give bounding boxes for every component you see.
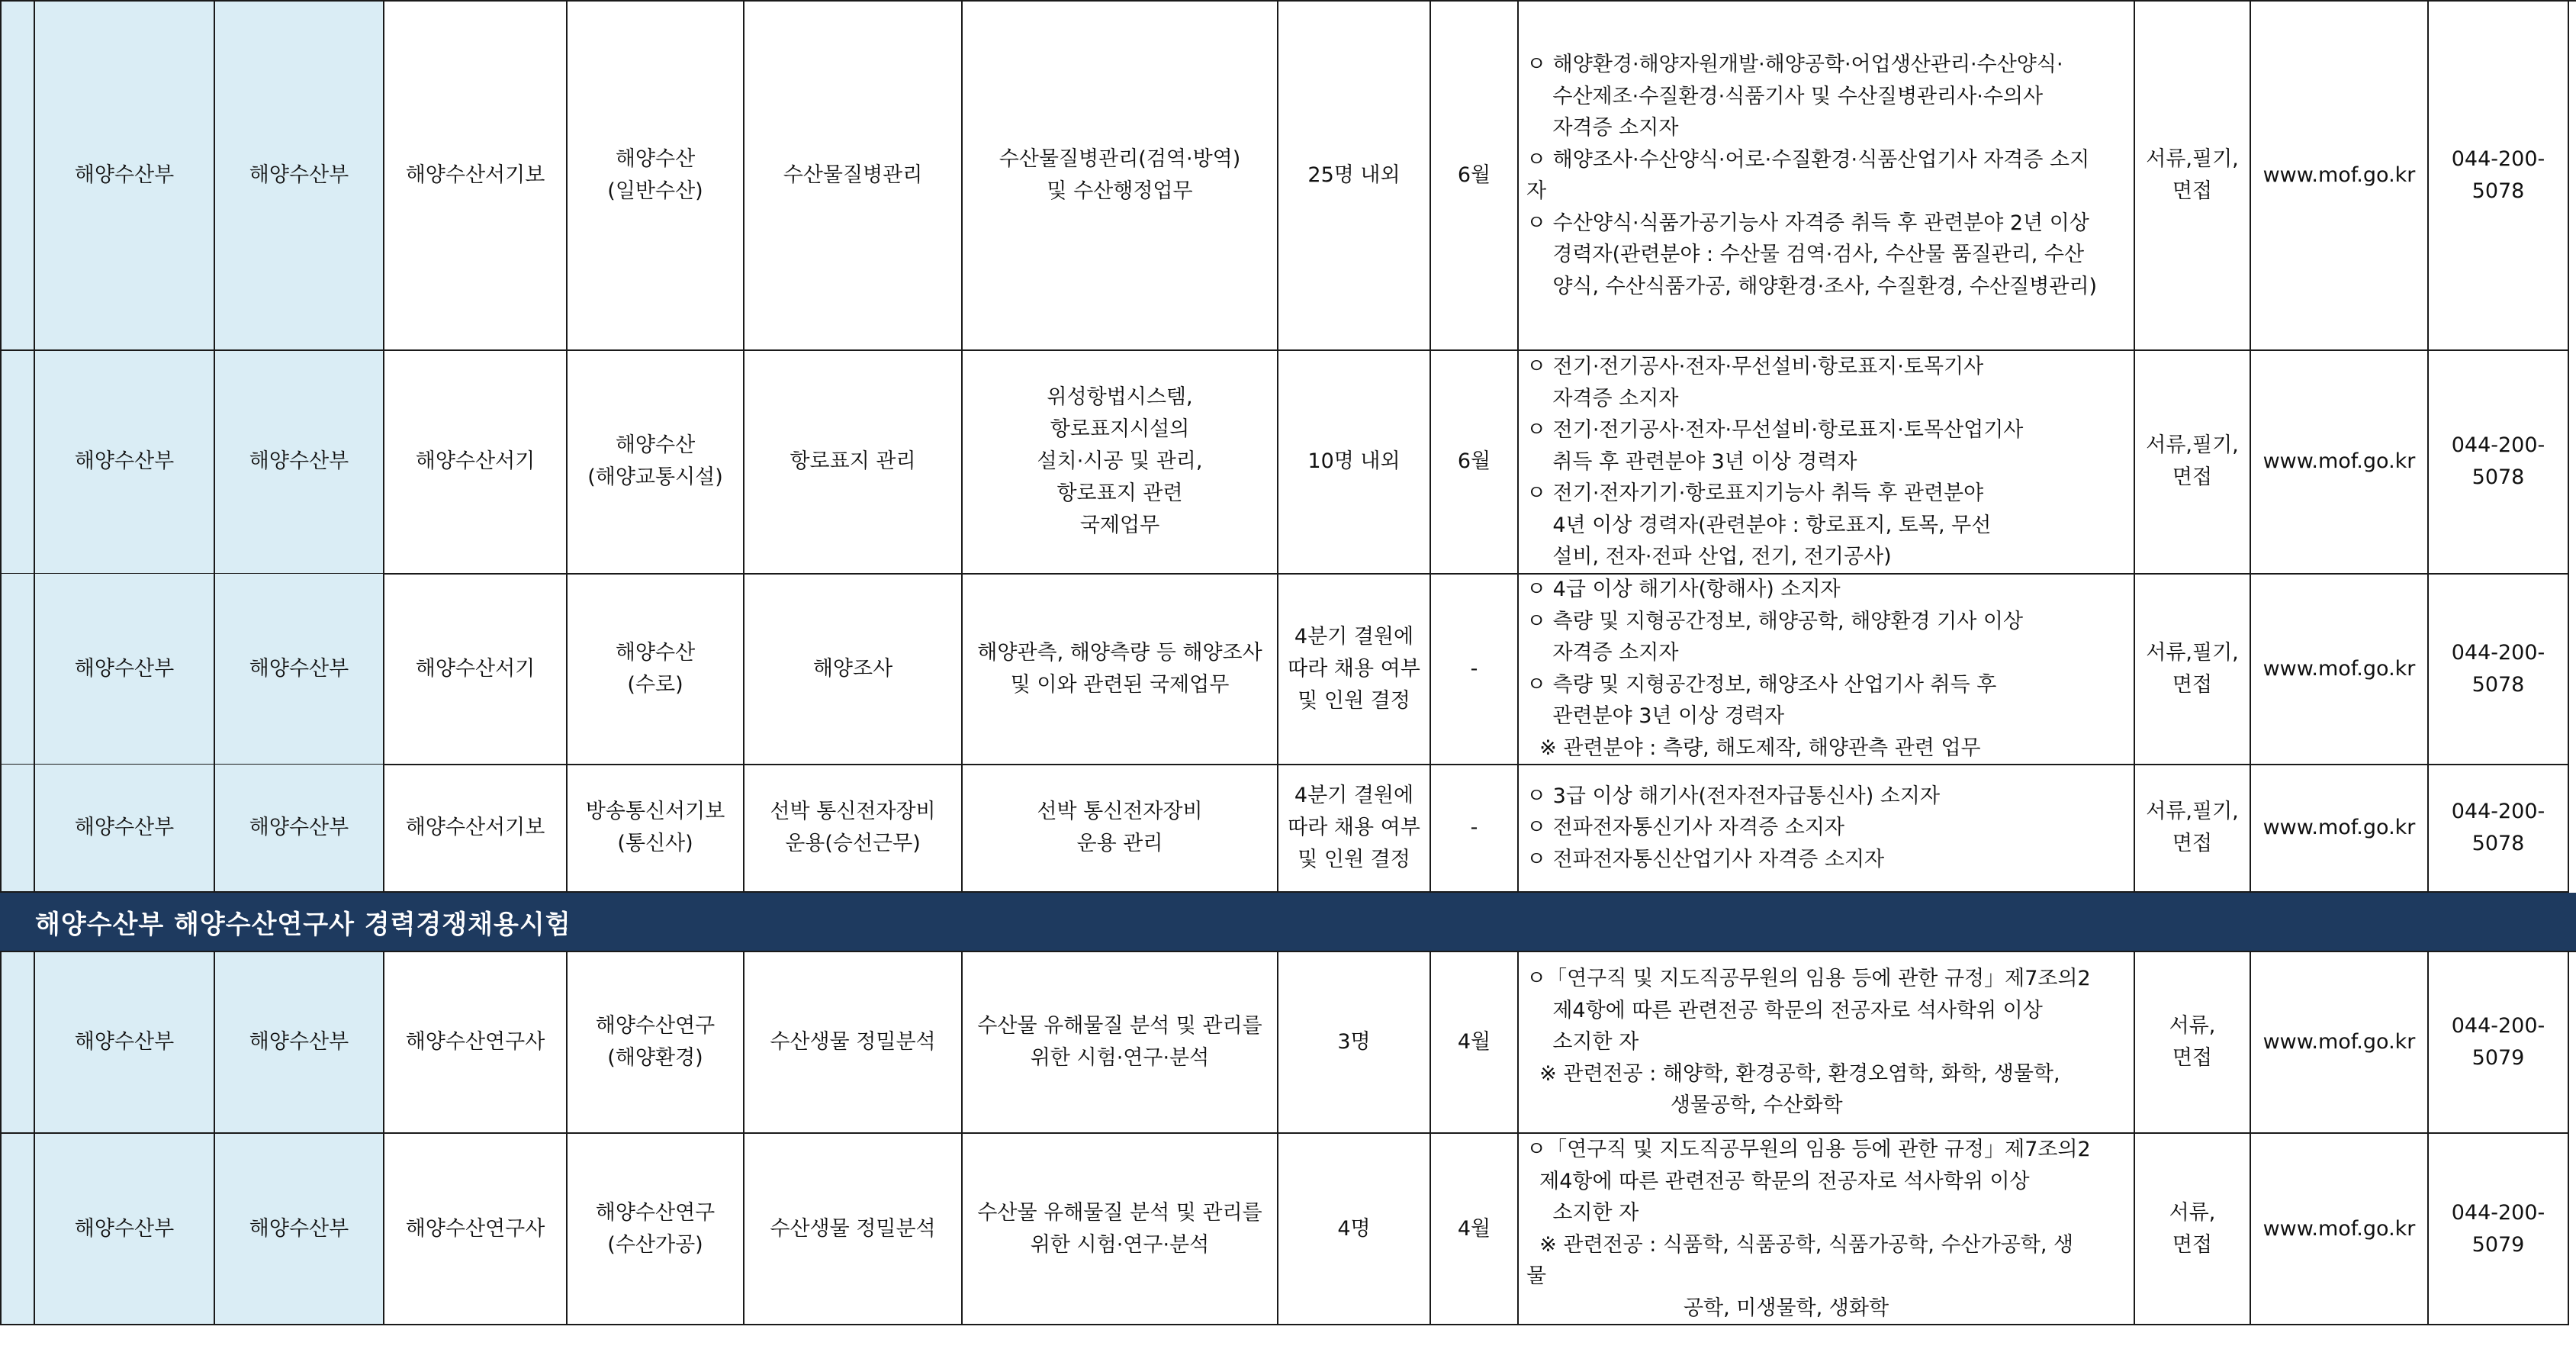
field-cell xyxy=(744,351,963,575)
duty-line: 국제업무 xyxy=(1079,514,1160,538)
job-series-cell xyxy=(568,765,744,893)
phone-cell: 044-200-5079 xyxy=(2429,1134,2569,1325)
duty-line: 운용 관리 xyxy=(1076,832,1163,855)
requirement-line: ㅇ 측량 및 지형공간정보, 해양공학, 해양환경 기사 이상 xyxy=(1526,609,2024,633)
row-stub xyxy=(3,1134,35,1325)
row-stub xyxy=(3,765,35,893)
phone-cell: 044-200-5079 xyxy=(2429,952,2569,1134)
ministry-cell: 해양수산부 xyxy=(35,1134,215,1325)
requirement-line: 설비, 전자·전파 산업, 전기, 전기공사) xyxy=(1526,545,1892,568)
method-cell xyxy=(2135,351,2251,575)
table-row xyxy=(0,765,2576,893)
requirement-line: ※ 관련전공 : 식품학, 식품공학, 식품가공학, 수산가공학, 생 xyxy=(1526,1232,2074,1257)
requirement-line: ㅇ 해양환경·해양자원개발·해양공학·어업생산관리·수산양식· xyxy=(1526,53,2063,76)
ministry-cell: 해양수산부 xyxy=(35,952,215,1134)
method-cell xyxy=(2135,574,2251,765)
requirement-line: 소지한 자 xyxy=(1526,1030,1639,1054)
field-line: 수산생물 정밀분석 xyxy=(770,1216,936,1241)
month-cell: 4월 xyxy=(1431,952,1519,1134)
duty-line: 위한 시험·연구·분석 xyxy=(1030,1046,1210,1070)
requirement-line: ㅇ 전파전자통신산업기사 자격증 소지자 xyxy=(1526,847,1885,871)
requirement-line: 4년 이상 경력자(관련분야 : 항로표지, 토목, 무선 xyxy=(1526,513,1992,537)
field-line: 수산생물 정밀분석 xyxy=(770,1030,936,1054)
requirement-line: 양식, 수산식품가공, 해양환경·조사, 수질환경, 수산질병관리) xyxy=(1526,274,2098,298)
requirement-line: ㅇ 4급 이상 해기사(항해사) 소지자 xyxy=(1526,578,1841,601)
job-series-cell xyxy=(568,351,744,575)
field-cell xyxy=(744,952,963,1134)
requirement-line: 자격증 소지자 xyxy=(1526,386,1679,410)
job-series-cell xyxy=(568,1134,744,1325)
method-line: 면접 xyxy=(2172,1046,2213,1070)
duty-cell xyxy=(963,351,1278,575)
method-line: 면접 xyxy=(2172,1232,2213,1257)
row-stub xyxy=(3,2,35,351)
method-line: 면접 xyxy=(2172,465,2213,490)
requirement-line: 취득 후 관련분야 3년 이상 경력자 xyxy=(1526,449,1857,474)
method-line: 서류,필기, xyxy=(2146,640,2239,665)
headcount-line: 4명 xyxy=(1337,1216,1371,1241)
field-line: 운용(승선근무) xyxy=(785,832,921,855)
row-stub xyxy=(3,574,35,765)
field-cell xyxy=(744,765,963,893)
headcount-cell xyxy=(1278,1134,1431,1325)
duty-line: 선박 통신전자장비 xyxy=(1037,800,1203,823)
requirement-line: 소지한 자 xyxy=(1526,1201,1639,1225)
job-series-cell xyxy=(568,2,744,351)
requirement-line: 경력자(관련분야 : 수산물 검역·검사, 수산물 품질관리, 수산 xyxy=(1526,243,2085,266)
website-cell: www.mof.go.kr xyxy=(2251,952,2429,1134)
duty-cell xyxy=(963,574,1278,765)
duty-line: 및 이와 관련된 국제업무 xyxy=(1010,672,1230,697)
requirement-line: 수산제조·수질환경·식품기사 및 수산질병관리사·수의사 xyxy=(1526,84,2044,108)
requirement-cell xyxy=(1519,2,2135,351)
month-cell: - xyxy=(1431,574,1519,765)
requirement-line: ㅇ「연구직 및 지도직공무원의 임용 등에 관한 규정」제7조의2 xyxy=(1526,1138,2091,1161)
requirement-line: ㅇ 전기·전기공사·전자·무선설비·항로표지·토목산업기사 xyxy=(1526,418,2024,442)
duty-line: 위성항법시스템, xyxy=(1047,385,1193,410)
job-series-line: 방송통신서기보 xyxy=(585,800,725,823)
agency-cell: 해양수산부 xyxy=(215,574,384,765)
agency-cell: 해양수산부 xyxy=(215,765,384,893)
agency-cell: 해양수산부 xyxy=(215,952,384,1134)
duty-line: 항로표지 관련 xyxy=(1056,481,1183,506)
row-stub xyxy=(3,952,35,1134)
rank-cell: 해양수산서기 xyxy=(384,574,568,765)
headcount-line: 25명 내외 xyxy=(1307,163,1401,187)
requirement-line: ㅇ「연구직 및 지도직공무원의 임용 등에 관한 규정」제7조의2 xyxy=(1526,967,2091,991)
duty-line: 수산물 유해물질 분석 및 관리를 xyxy=(977,1014,1262,1038)
headcount-line: 및 인원 결정 xyxy=(1298,848,1410,871)
headcount-cell xyxy=(1278,765,1431,893)
ministry-cell: 해양수산부 xyxy=(35,2,215,351)
duty-line: 설치·시공 및 관리, xyxy=(1037,449,1203,474)
requirement-line: ㅇ 해양조사·수산양식·어로·수질환경·식품산업기사 자격증 소지 xyxy=(1526,147,2090,172)
duty-cell xyxy=(963,765,1278,893)
agency-cell: 해양수산부 xyxy=(215,2,384,351)
month-cell: 6월 xyxy=(1431,351,1519,575)
month-cell: 4월 xyxy=(1431,1134,1519,1325)
table-row xyxy=(0,952,2576,1134)
method-cell xyxy=(2135,765,2251,893)
method-cell xyxy=(2135,952,2251,1134)
headcount-line: 따라 채용 여부 xyxy=(1288,816,1420,839)
duty-line: 및 수산행정업무 xyxy=(1047,179,1193,203)
headcount-cell xyxy=(1278,2,1431,351)
requirement-line: ㅇ 전파전자통신기사 자격증 소지자 xyxy=(1526,816,1844,840)
duty-line: 항로표지시설의 xyxy=(1050,417,1190,442)
duty-cell xyxy=(963,952,1278,1134)
method-cell xyxy=(2135,1134,2251,1325)
requirement-line: ㅇ 전기·전자기기·항로표지기능사 취득 후 관련분야 xyxy=(1526,481,1984,505)
agency-cell: 해양수산부 xyxy=(215,351,384,575)
field-cell xyxy=(744,2,963,351)
headcount-line: 및 인원 결정 xyxy=(1298,688,1410,713)
field-cell xyxy=(744,1134,963,1325)
method-line: 서류, xyxy=(2169,1014,2216,1038)
ministry-cell: 해양수산부 xyxy=(35,574,215,765)
headcount-line: 따라 채용 여부 xyxy=(1288,656,1420,681)
requirement-line: 자 xyxy=(1526,179,1547,203)
agency-cell: 해양수산부 xyxy=(215,1134,384,1325)
rank-cell: 해양수산연구사 xyxy=(384,952,568,1134)
requirement-cell xyxy=(1519,765,2135,893)
requirement-cell xyxy=(1519,1134,2135,1325)
table-row xyxy=(0,0,2576,351)
job-series-line: 해양수산연구 xyxy=(595,1200,716,1225)
table-group-research xyxy=(0,952,2576,1318)
phone-cell: 044-200-5078 xyxy=(2429,574,2569,765)
duty-line: 해양관측, 해양측량 등 해양조사 xyxy=(977,640,1262,665)
requirement-cell xyxy=(1519,351,2135,575)
duty-line: 수산물 유해물질 분석 및 관리를 xyxy=(977,1200,1262,1225)
field-line: 선박 통신전자장비 xyxy=(770,800,936,823)
requirement-line: 제4항에 따른 관련전공 학문의 전공자로 석사학위 이상 xyxy=(1526,998,2043,1022)
job-series-line: 해양수산 xyxy=(615,147,696,171)
website-cell: www.mof.go.kr xyxy=(2251,574,2429,765)
requirement-line: ※ 관련전공 : 해양학, 환경공학, 환경오염학, 화학, 생물학, xyxy=(1526,1061,2060,1086)
requirement-line: 물 xyxy=(1526,1264,1547,1288)
duty-cell xyxy=(963,1134,1278,1325)
table-row xyxy=(0,1134,2576,1318)
method-line: 서류,필기, xyxy=(2146,800,2239,823)
rank-cell: 해양수산연구사 xyxy=(384,1134,568,1325)
website-cell: www.mof.go.kr xyxy=(2251,2,2429,351)
job-series-line: 해양수산 xyxy=(615,640,696,665)
method-line: 서류,필기, xyxy=(2146,433,2239,458)
requirement-line: ㅇ 측량 및 지형공간정보, 해양조사 산업기사 취득 후 xyxy=(1526,672,1997,697)
requirement-line: 관련분야 3년 이상 경력자 xyxy=(1526,704,1785,728)
field-line: 수산물질병관리 xyxy=(783,163,923,187)
headcount-line: 4분기 결원에 xyxy=(1294,624,1414,649)
requirement-line: ㅇ 3급 이상 해기사(전자전자급통신사) 소지자 xyxy=(1526,784,1941,808)
job-series-line: (해양교통시설) xyxy=(587,465,723,490)
job-series-line: (해양환경) xyxy=(607,1046,703,1070)
duty-line: 수산물질병관리(검역·방역) xyxy=(999,147,1241,171)
headcount-cell xyxy=(1278,351,1431,575)
requirement-cell xyxy=(1519,574,2135,765)
requirement-line: 공학, 미생물학, 생화학 xyxy=(1526,1296,1889,1320)
rank-cell: 해양수산서기보 xyxy=(384,765,568,893)
headcount-cell xyxy=(1278,574,1431,765)
month-cell: - xyxy=(1431,765,1519,893)
job-series-line: (일반수산) xyxy=(607,179,703,203)
headcount-line: 10명 내외 xyxy=(1307,449,1401,474)
headcount-cell xyxy=(1278,952,1431,1134)
job-series-line: (수로) xyxy=(627,672,683,697)
field-line: 항로표지 관리 xyxy=(790,449,916,474)
job-series-line: 해양수산 xyxy=(615,433,696,458)
duty-line: 위한 시험·연구·분석 xyxy=(1030,1232,1210,1257)
website-cell: www.mof.go.kr xyxy=(2251,765,2429,893)
rank-cell: 해양수산서기보 xyxy=(384,2,568,351)
requirement-line: 자격증 소지자 xyxy=(1526,116,1679,140)
job-series-line: 해양수산연구 xyxy=(595,1014,716,1038)
row-stub xyxy=(3,351,35,575)
requirement-line: ※ 관련분야 : 측량, 해도제작, 해양관측 관련 업무 xyxy=(1526,736,1981,760)
field-cell xyxy=(744,574,963,765)
method-line: 면접 xyxy=(2172,832,2213,855)
website-cell: www.mof.go.kr xyxy=(2251,1134,2429,1325)
method-cell xyxy=(2135,2,2251,351)
job-series-line: (통신사) xyxy=(617,832,693,855)
phone-cell: 044-200-5078 xyxy=(2429,2,2569,351)
phone-cell: 044-200-5078 xyxy=(2429,765,2569,893)
website-cell: www.mof.go.kr xyxy=(2251,351,2429,575)
requirement-line: 자격증 소지자 xyxy=(1526,641,1679,665)
ministry-cell: 해양수산부 xyxy=(35,765,215,893)
job-series-cell xyxy=(568,952,744,1134)
requirement-cell xyxy=(1519,952,2135,1134)
field-line: 해양조사 xyxy=(812,656,893,681)
headcount-line: 3명 xyxy=(1337,1030,1371,1054)
section-header xyxy=(0,893,2576,952)
job-series-cell xyxy=(568,574,744,765)
rank-cell: 해양수산서기 xyxy=(384,351,568,575)
phone-cell: 044-200-5078 xyxy=(2429,351,2569,575)
month-cell: 6월 xyxy=(1431,2,1519,351)
requirement-line: 제4항에 따른 관련전공 학문의 전공자로 석사학위 이상 xyxy=(1526,1169,2030,1193)
duty-cell xyxy=(963,2,1278,351)
method-line: 면접 xyxy=(2172,672,2213,697)
table-row xyxy=(0,351,2576,574)
headcount-line: 4분기 결원에 xyxy=(1294,784,1414,807)
job-series-line: (수산가공) xyxy=(607,1232,703,1257)
table-row xyxy=(0,574,2576,765)
requirement-line: ㅇ 수산양식·식품가공기능사 자격증 취득 후 관련분야 2년 이상 xyxy=(1526,211,2089,235)
method-line: 서류, xyxy=(2169,1200,2216,1225)
requirement-line: ㅇ 전기·전기공사·전자·무선설비·항로표지·토목기사 xyxy=(1526,355,1984,378)
ministry-cell: 해양수산부 xyxy=(35,351,215,575)
method-line: 서류,필기, xyxy=(2146,147,2239,171)
requirement-line: 생물공학, 수산화학 xyxy=(1526,1093,1843,1118)
section-header-title: 해양수산부 해양수산연구사 경력경쟁채용시험 xyxy=(35,909,571,940)
method-line: 면접 xyxy=(2172,179,2213,203)
